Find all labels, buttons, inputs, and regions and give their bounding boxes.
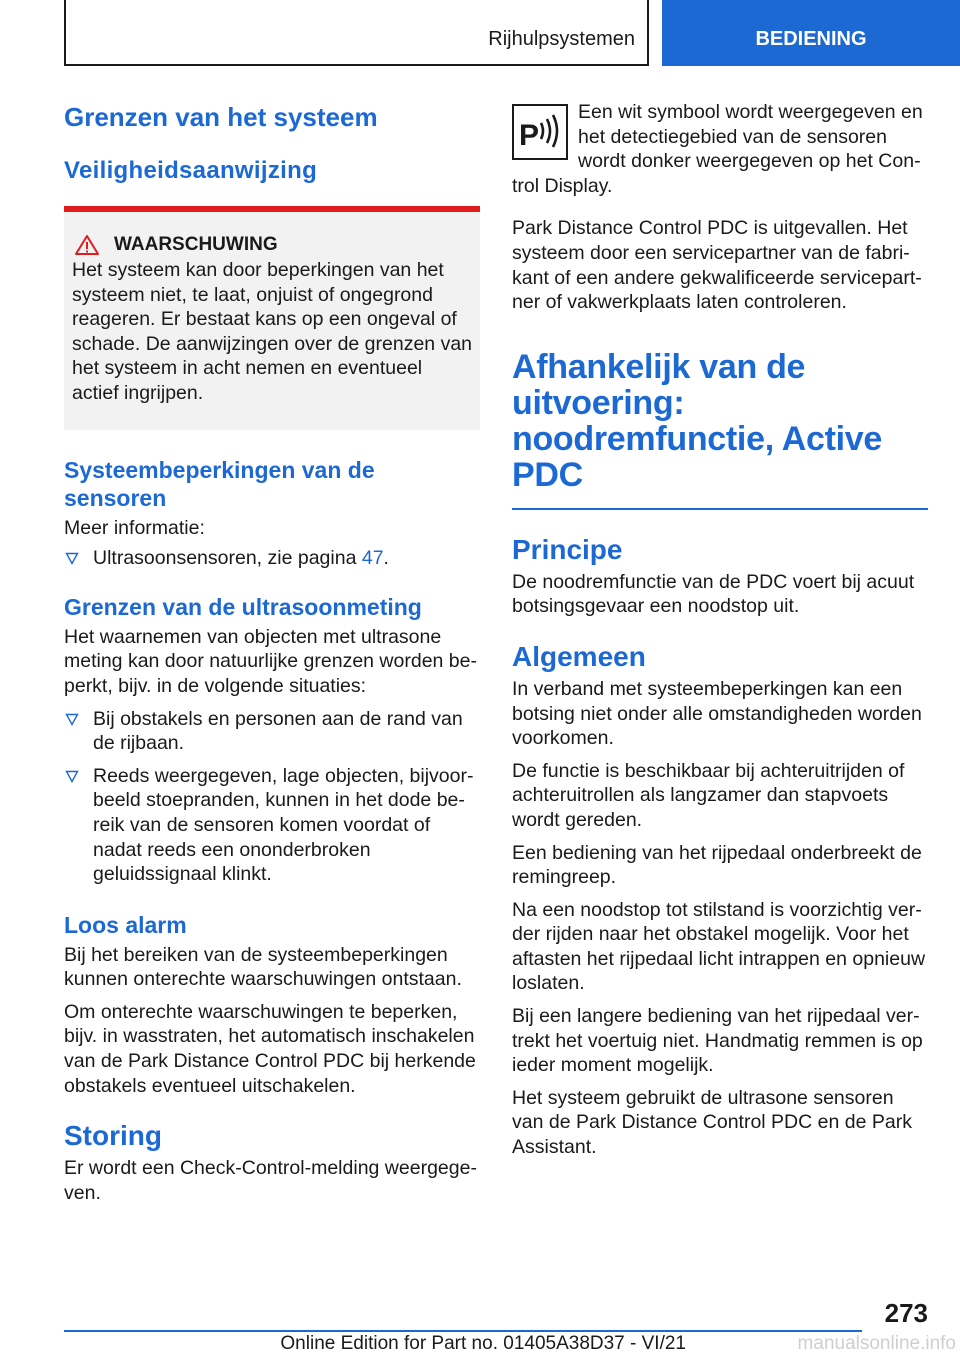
false-alarm-p1: Bij het bereiken van de systeembeperkingen kunnen onterechte waarschuwingen ontstaan. [64,943,462,991]
warning-label: WAARSCHUWING [114,234,278,255]
symbol-text: Een wit symbool wordt weergegeven en het detectiegebied van de sensoren wordt donker weergegeven op het Control Display. [512,101,923,197]
page-link[interactable]: 47 [361,547,384,570]
big-heading: Afhankelijk van de uitvoering: noodremfunctie, Active PDC [512,347,882,494]
triangle-bullet-icon [65,552,79,565]
general-p2: De functie is beschikbaar bij achteruitrijden of achteruitrollen als langzamer dan stapvoets wordt gereden. [512,759,905,831]
false-alarm-heading: Loos alarm [64,911,187,938]
list-item [64,764,480,887]
list-item-text: Bij obstakels en personen aan de rand van de rijbaan. [93,707,463,755]
warning-text: Het systeem kan door beperkingen van het systeem niet, te laat, onjuist of ongegrond reageren. Er bestaat kans op een ongeval of schade. De aanwijzingen over de grenzen van het systeem in acht nemen en eventueel actief ingrijpen. [72,259,473,404]
triangle-bullet-icon [65,713,79,726]
sensor-limits-list [64,546,480,571]
general-p6: Het systeem gebruikt de ultrasone sensoren van de Park Distance Control PDC en de Park Assistant. [512,1086,912,1159]
footer-edition: Online Edition for Part no. 01405A38D37 - VI/21 [280,1333,686,1354]
malfunction-heading: Storing [64,1120,162,1152]
footer-rule [64,1330,862,1332]
warning-triangle-icon [74,234,100,256]
principle-heading: Principe [512,533,623,565]
safety-heading: Veiligheidsaanwijzing [64,157,318,184]
principle-p1: De noodremfunctie van de PDC voert bij acuut botsingsgevaar een noodstop uit. [512,570,915,618]
failure-text: Park Distance Control PDC is uitgevallen. Het systeem door een servicepartner van de fabrikant of een andere gekwalificeerde servicepartner of vakwerkplaats laten controleren. [512,217,922,314]
watermark: manualsonline.info [797,1333,956,1354]
list-item-text: Ultrasoonsensoren, zie pagina [93,547,362,570]
warning-title [72,234,472,256]
ultrasonic-limits-list [64,707,480,887]
right-column [512,100,928,1160]
left-column [64,100,480,1205]
false-alarm-p2: Om onterechte waarschuwingen te beperken, bijv. in wasstraten, het automatisch inschakelen van de Park Distance Control PDC bij herkende obstakels eventueel uitschakelen. [64,1000,476,1097]
general-p4: Na een noodstop tot stilstand is voorzichtig verder rijden naar het obstakel mogelijk. Voor het aftasten het rijpedaal licht intrappen en opnieuw loslaten. [512,898,926,995]
list-item-text: Reeds weergegeven, lage objecten, bijvoorbeeld stoepranden, kunnen in het dode bereik van de sensoren komen voordat of nadat reeds een ononderbroken geluidssignaal klinkt. [93,764,474,886]
ultrasonic-limits-heading: Grenzen van de ultrasoonmeting [64,593,422,620]
sensor-limits-heading: Systeembeperkingen van de sensoren [64,456,375,511]
warning-box [64,206,480,430]
general-p1: In verband met systeembeperkingen kan een botsing niet onder alle omstandigheden worden voorkomen. [512,677,922,750]
heading-rule [512,508,928,510]
malfunction-p1: Er wordt een Check-Control-melding weergegeven. [64,1157,477,1204]
list-item-suffix: . [383,547,389,570]
page-number: 273 [884,1298,928,1328]
list-item [64,707,480,756]
pdc-symbol-icon [512,104,568,160]
header-chapter-label: BEDIENING [755,27,867,50]
ultrasonic-limits-intro: Het waarnemen van objecten met ultrasone meting kan door natuurlijke grenzen worden beperkt, bijv. in de volgende situaties: [64,625,478,697]
svg-text:P: P [519,119,540,152]
symbol-block [512,100,928,198]
general-p3: Een bediening van het rijpedaal onderbreekt de remingreep. [512,841,922,889]
header-section-title: Rijhulpsystemen [488,28,635,50]
section-title: Grenzen van het systeem [64,102,378,132]
triangle-bullet-icon [65,770,79,783]
general-heading: Algemeen [512,640,646,672]
list-item [64,546,480,571]
sensor-limits-intro: Meer informatie: [64,516,205,539]
header-chapter-tab[interactable] [662,0,960,66]
general-p5: Bij een langere bediening van het rijpedaal vertrekt het voertuig niet. Handmatig remmen is op ieder moment mogelijk. [512,1005,923,1077]
